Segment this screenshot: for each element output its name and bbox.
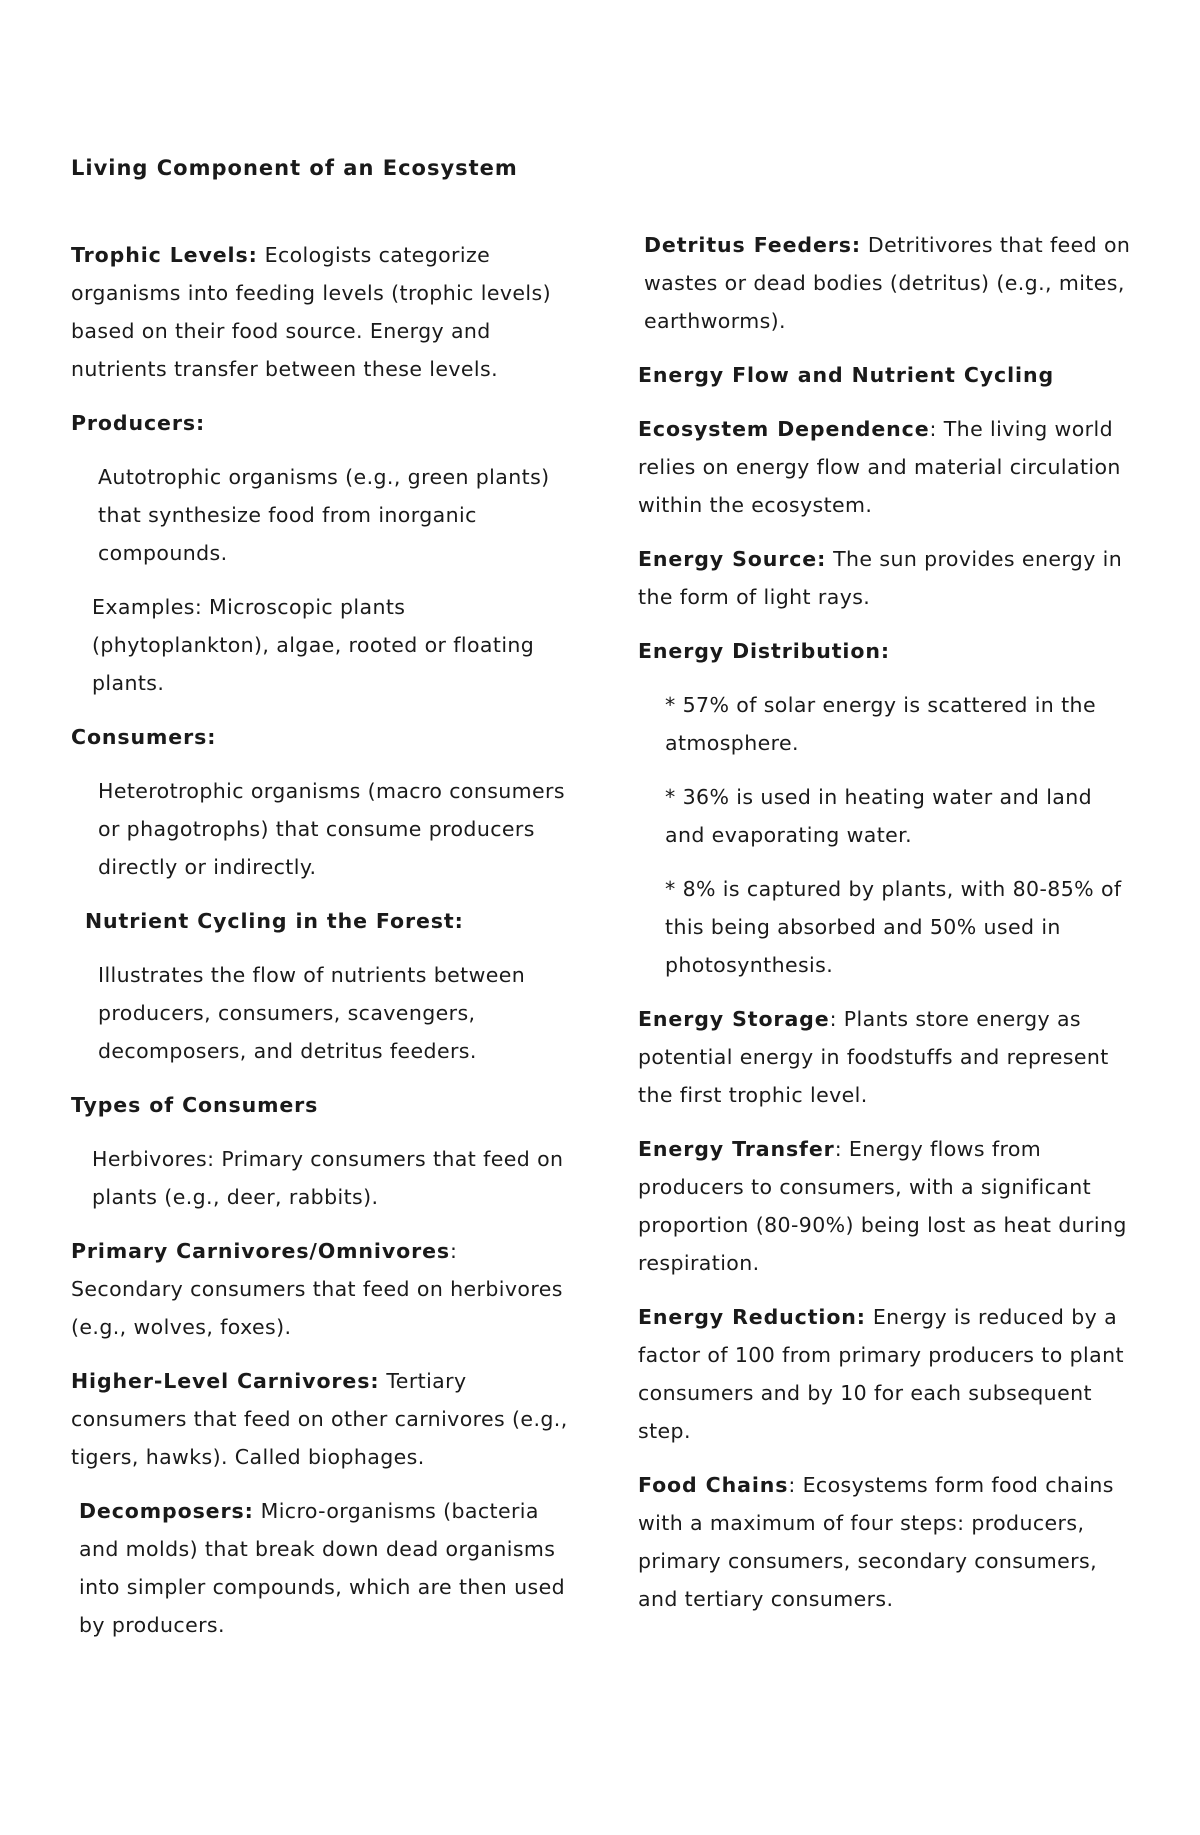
food-chains-text: : Ecosystems form food chains with a maximum of four steps: producers, primary consumers, secondary consumers, and tertiary consumers.	[638, 1473, 1114, 1611]
producers-text: Autotrophic organisms (e.g., green plants) that synthesize food from inorganic compounds.	[98, 465, 550, 565]
energy-flow-heading-text: Energy Flow and Nutrient Cycling	[638, 363, 1055, 387]
higher-carnivores-label: Higher-Level Carnivores:	[71, 1369, 380, 1393]
producers-heading	[71, 404, 571, 442]
detritus-feeders-paragraph	[638, 226, 1138, 340]
trophic-levels-label: Trophic Levels:	[71, 243, 258, 267]
types-of-consumers-heading	[71, 1086, 571, 1124]
energy-storage-paragraph	[638, 1000, 1138, 1114]
trophic-levels-text: Ecologists categorize organisms into feeding levels (trophic levels) based on their food source. Energy and nutrients transfer between these levels.	[71, 243, 551, 381]
decomposers-paragraph	[71, 1492, 571, 1644]
producers-heading-text: Producers:	[71, 411, 206, 435]
primary-carnivores-paragraph	[71, 1232, 571, 1346]
consumers-heading-text: Consumers:	[71, 725, 217, 749]
decomposers-label: Decomposers:	[79, 1499, 254, 1523]
producers-examples: Examples: Microscopic plants (phytoplankton), algae, rooted or floating plants.	[92, 595, 535, 695]
energy-distribution-heading-text: Energy Distribution:	[638, 639, 890, 663]
distribution-item: * 36% is used in heating water and land and evaporating water.	[665, 785, 1093, 847]
distribution-item: * 8% is captured by plants, with 80-85% of this being absorbed and 50% used in photosynthesis.	[665, 877, 1122, 977]
energy-transfer-text: : Energy flows from producers to consumers, with a significant proportion (80-90%) being lost as heat during respiration.	[638, 1137, 1127, 1275]
left-column	[71, 236, 571, 1660]
energy-storage-text: : Plants store energy as potential energy in foodstuffs and represent the first trophic level.	[638, 1007, 1109, 1107]
nutrient-cycling-heading	[71, 902, 571, 940]
ecosystem-dependence-label: Ecosystem Dependence	[638, 417, 930, 441]
ecosystem-dependence-text: : The living world relies on energy flow and material circulation within the ecosystem.	[638, 417, 1121, 517]
detritus-feeders-text: Detritivores that feed on wastes or dead bodies (detritus) (e.g., mites, earthworms).	[644, 233, 1131, 333]
energy-reduction-label: Energy Reduction:	[638, 1305, 866, 1329]
energy-reduction-paragraph	[638, 1298, 1138, 1450]
herbivores-text: Herbivores: Primary consumers that feed on plants (e.g., deer, rabbits).	[92, 1147, 564, 1209]
primary-carnivores-text: : Secondary consumers that feed on herbivores (e.g., wolves, foxes).	[71, 1239, 563, 1339]
nutrient-cycling-heading-text: Nutrient Cycling in the Forest:	[85, 909, 464, 933]
distribution-item: * 57% of solar energy is scattered in the atmosphere.	[665, 693, 1096, 755]
trophic-levels-paragraph	[71, 236, 571, 388]
energy-source-text: The sun provides energy in the form of light rays.	[638, 547, 1123, 609]
energy-flow-heading	[638, 356, 1138, 394]
higher-carnivores-paragraph	[71, 1362, 571, 1476]
higher-carnivores-text: Tertiary consumers that feed on other carnivores (e.g., tigers, hawks). Called biophages.	[71, 1369, 568, 1469]
consumers-text: Heterotrophic organisms (macro consumers or phagotrophs) that consume producers directly or indirectly.	[98, 779, 565, 879]
consumers-heading	[71, 718, 571, 756]
energy-distribution-heading	[638, 632, 1138, 670]
detritus-feeders-label: Detritus Feeders:	[644, 233, 861, 257]
energy-storage-label: Energy Storage	[638, 1007, 830, 1031]
decomposers-text: Micro-organisms (bacteria and molds) that break down dead organisms into simpler compounds, which are then used by producers.	[79, 1499, 565, 1637]
nutrient-cycling-text: Illustrates the flow of nutrients between producers, consumers, scavengers, decomposers, and detritus feeders.	[98, 963, 526, 1063]
food-chains-label: Food Chains	[638, 1473, 789, 1497]
page-title: Living Component of an Ecosystem	[71, 156, 518, 180]
types-of-consumers-heading-text: Types of Consumers	[71, 1093, 319, 1117]
energy-transfer-paragraph	[638, 1130, 1138, 1282]
energy-transfer-label: Energy Transfer	[638, 1137, 835, 1161]
energy-reduction-text: Energy is reduced by a factor of 100 from primary producers to plant consumers and by 10 for each subsequent step.	[638, 1305, 1124, 1443]
energy-source-paragraph	[638, 540, 1138, 616]
energy-source-label: Energy Source:	[638, 547, 827, 571]
right-column	[638, 226, 1138, 1634]
primary-carnivores-label: Primary Carnivores/Omnivores	[71, 1239, 450, 1263]
food-chains-paragraph	[638, 1466, 1138, 1618]
ecosystem-dependence-paragraph	[638, 410, 1138, 524]
